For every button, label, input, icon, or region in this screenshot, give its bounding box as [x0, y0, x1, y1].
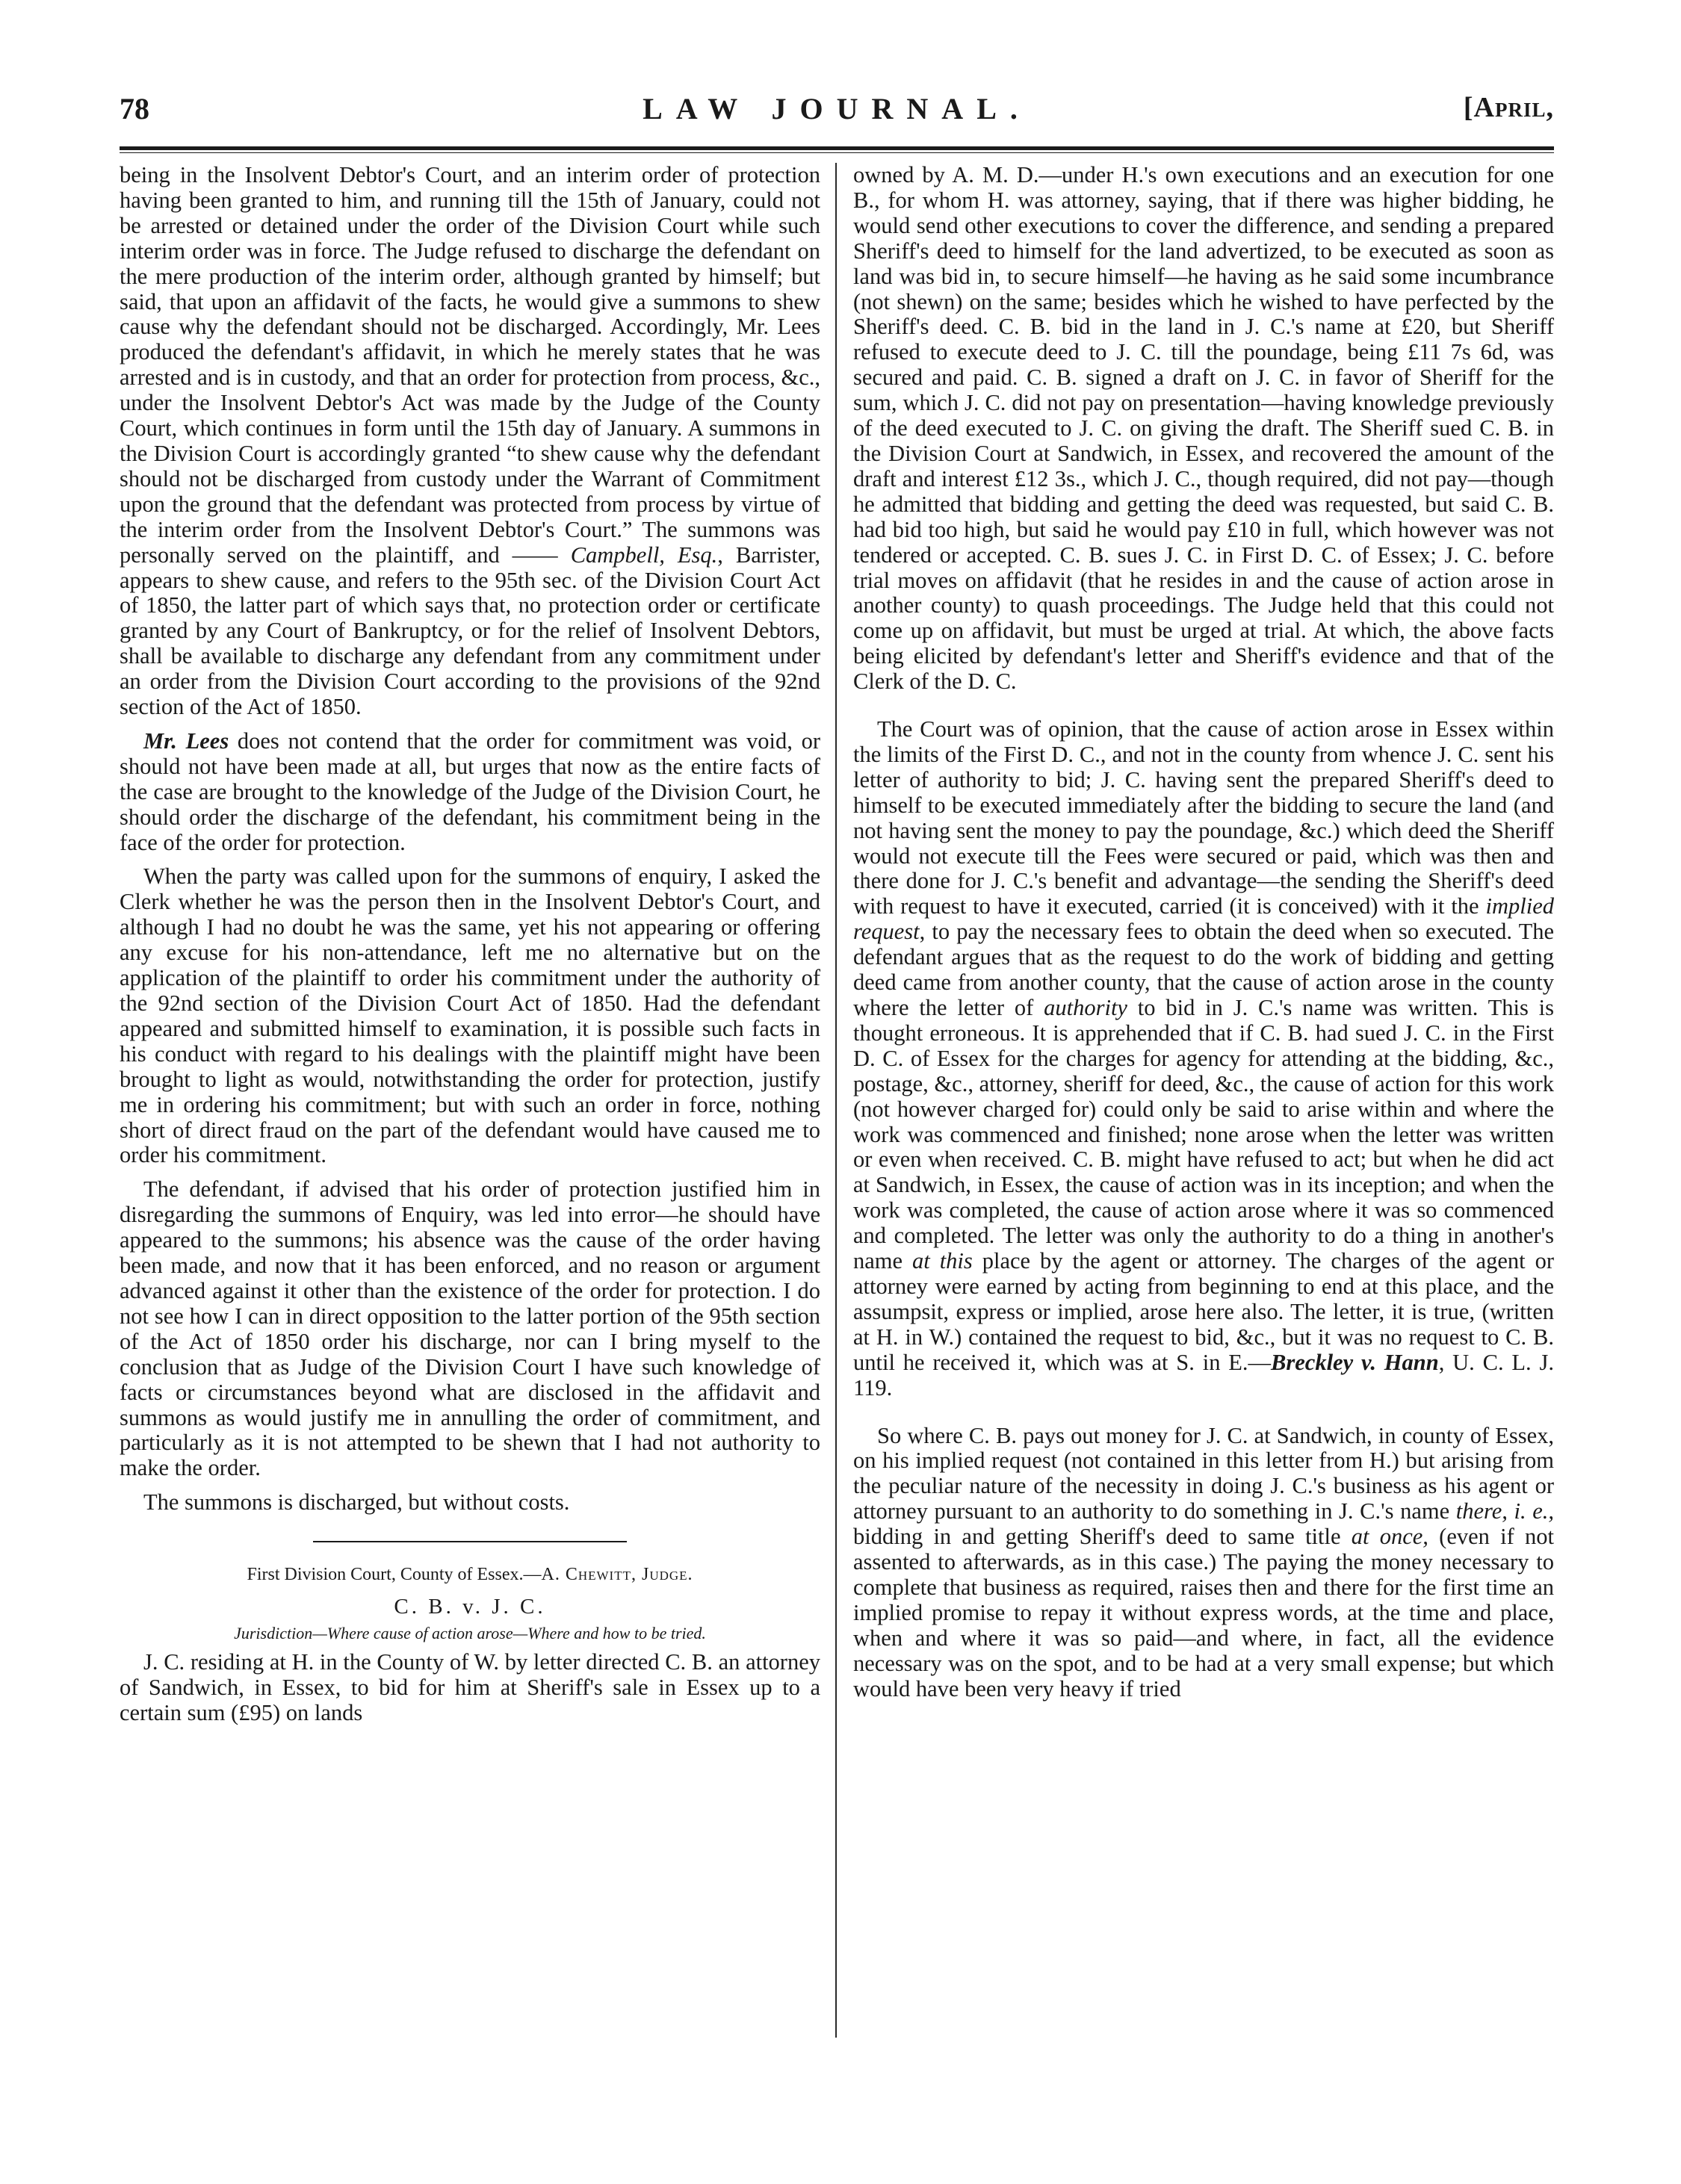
right-column	[853, 163, 1554, 1701]
left-column	[120, 163, 820, 1726]
case-title: C. B. v. J. C.	[394, 1595, 546, 1619]
paragraph: J. C. residing at H. in the County of W. by letter directed C. B. an attorney of Sandwich, in Essex, to bid for him at Sheriff's sale in Essex up to a certain sum (£95) on lands	[120, 1649, 820, 1725]
page-header	[120, 91, 1554, 136]
paragraph: The summons is discharged, but without costs.	[143, 1489, 570, 1516]
paragraph: The Court was of opinion, that the cause of action arose in Essex within the limits of the First D. C., and not in the county from whence J. C. sent his letter of authority to bid; J. C. having sent the prepared Sheriff's deed to himself to be executed immediately after the bidding to secure the land (and not having sent the money to pay the poundage, &c.) which deed the Sheriff would not execute till the Fees were secured or paid, which was then and there done for J. C.'s benefit and advantage—the sending the Sheriff's deed with request to have it executed, carried (it is conceived) with it the implied request, to pay the necessary fees to obtain the deed when so executed. The defendant argues that as the request to do the work of bidding and getting deed came from another county, that the cause of action arose in the county where the letter of authority to bid in J. C.'s name was written. This is thought erroneous. It is apprehended that if C. B. had sued J. C. in the First D. C. of Essex for the charges for agency for attending at the bidding, &c., postage, &c., attorney, sheriff for deed, &c., the cause of action for this work (not however charged for) could only be said to arise within and where the work was commenced and finished; none arose when the letter was written or even when received. C. B. might have refused to act; but when he did act at Sandwich, in Essex, the cause of action was in its inception; and when the work was completed, the cause of action arose where it was so commenced and completed. The letter was only the authority to do a thing in another's name at this place by the agent or attorney. The charges of the agent or attorney were earned by acting from beginning to end at this place, and the assumpsit, express or implied, arose here also. The letter, it is true, (written at H. in W.) contained the request to bid, &c., but it was no request to C. B. until he received it, which was at S. in E.—Breckley v. Hann, U. C. L. J. 119.	[853, 716, 1554, 1400]
paragraph: When the party was called upon for the summons of enquiry, I asked the Clerk whether he was the person then in the Insolvent Debtor's Court, and although I had no doubt he was the same, yet his not appearing or offering any excuse for his non-attendance, left me no alternative but on the application of the plaintiff to order his commitment under the authority of the 92nd section of the Division Court Act of 1850. Had the defendant appeared and submitted himself to examination, it is possible such facts in his conduct with regard to his dealings with the plaintiff might have been brought to light as would, notwithstanding the order for protection, justify me in ordering his commitment; but with such an order in force, nothing short of direct fraud on the part of the defendant would have caused me to order his commitment.	[120, 863, 820, 1168]
running-head: [April,	[1463, 92, 1554, 123]
court-heading: First Division Court, County of Essex.—A. Chewitt, Judge.	[247, 1565, 693, 1585]
page-number: 78	[120, 92, 149, 125]
case-subheading: Jurisdiction—Where cause of action arose—Where and how to be tried.	[234, 1624, 706, 1643]
paragraph: The defendant, if advised that his order of protection justified him in disregarding the summons of Enquiry, was led into error—he should have appeared to the summons; his absence was the cause of the order having been made, and now that it has been enforced, and no reason or argument advanced against it other than the existence of the order for protection. I do not see how I can in direct opposition to the latter portion of the 95th section of the Act of 1850 order his discharge, nor can I bring myself to the conclusion that as Judge of the Division Court I have such knowledge of facts or circumstances beyond what are disclosed in the affidavit and summons as would justify me in annulling the order of commitment, and particularly as it is not attempted to be shewn that I had not authority to make the order.	[120, 1176, 820, 1481]
header-rule-thin	[120, 152, 1554, 153]
journal-title: LAW JOURNAL.	[643, 92, 1031, 125]
header-rule	[120, 146, 1554, 150]
paragraph: Mr. Lees does not contend that the order for commitment was void, or should not have been made at all, but urges that now as the entire facts of the case are brought to the knowledge of the Judge of the Division Court, he should order the discharge of the defendant, his commitment being in the face of the order for protection.	[120, 728, 820, 855]
paragraph: owned by A. M. D.—under H.'s own executions and an execution for one B., for whom H. was attorney, saying, that if there was higher bidding, he would send other executions to cover the difference, and sending a prepared Sheriff's deed to himself for the land advertized, to be executed as soon as land was bid in, to secure himself—he having as he said some incumbrance (not shewn) on the same; besides which he wished to have perfected by the Sheriff's deed. C. B. bid in the land in J. C.'s name at £20, but Sheriff refused to execute deed to J. C. till the poundage, being £11 7s 6d, was secured and paid. C. B. signed a draft on J. C. in favor of Sheriff for the sum, which J. C. did not pay on presentation—having knowledge previously of the deed executed to J. C. on giving the draft. The Sheriff sued C. B. in the Division Court at Sandwich, in Essex, and recovered the amount of the draft and interest £12 3s., which J. C., though required, did not pay—though he admitted that bidding and getting the deed was requested, but said C. B. had bid too high, but said he would pay £10 in full, which however was not tendered or accepted. C. B. sues J. C. in First D. C. of Essex; J. C. before trial moves on affidavit (that he resides in and the cause of action arose in another county) to quash proceedings. The Judge held that this could not come up on affidavit, but must be urged at trial. At which, the above facts being elicited by defendant's letter and Sheriff's evidence and that of the Clerk of the D. C.	[853, 162, 1554, 695]
paragraph: So where C. B. pays out money for J. C. at Sandwich, in county of Essex, on his implied request (not contained in this letter from H.) but arising from the peculiar nature of the necessity in doing J. C.'s business as his agent or attorney pursuant to an authority to do something in J. C.'s name there, i. e., bidding in and getting Sheriff's deed to same title at once, (even if not assented to afterwards, as in this case.) The paying the money necessary to complete that business as required, raises then and there for the first time an implied promise to repay it without express words, at the time and place, when and where it was so paid—and where, in fact, all the evidence necessary was on the spot, and to be had at a very small expense; but which would have been very heavy if tried	[853, 1422, 1554, 1701]
column-divider	[835, 163, 837, 2038]
section-rule	[313, 1541, 627, 1542]
paragraph: being in the Insolvent Debtor's Court, and an interim order of protection having been granted to him, and running till the 15th of January, could not be arrested or detained under the order of the Division Court while such interim order was in force. The Judge refused to discharge the defendant on the mere production of the interim order, although granted by himself; but said, that upon an affidavit of the facts, he would give a summons to shew cause why the defendant should not be discharged. Accordingly, Mr. Lees produced the defendant's affidavit, in which he merely states that he was arrested and is in custody, and that an order for protection from process, &c., under the Insolvent Debtor's Act was made by the Judge of the County Court, which continues in form until the 15th day of January. A summons in the Division Court is accordingly granted “to shew cause why the defendant should not be discharged from custody under the Warrant of Commitment upon the ground that the defendant was protected from process by virtue of the interim order from the Insolvent Debtor's Court.” The summons was personally served on the plaintiff, and —— Campbell, Esq., Barrister, appears to shew cause, and refers to the 95th sec. of the Division Court Act of 1850, the latter part of which says that, no protection order or certificate granted by any Court of Bankruptcy, or for the relief of Insolvent Debtors, shall be available to discharge any defendant from any commitment under an order from the Division Court according to the provisions of the 92nd section of the Act of 1850.	[120, 162, 821, 720]
